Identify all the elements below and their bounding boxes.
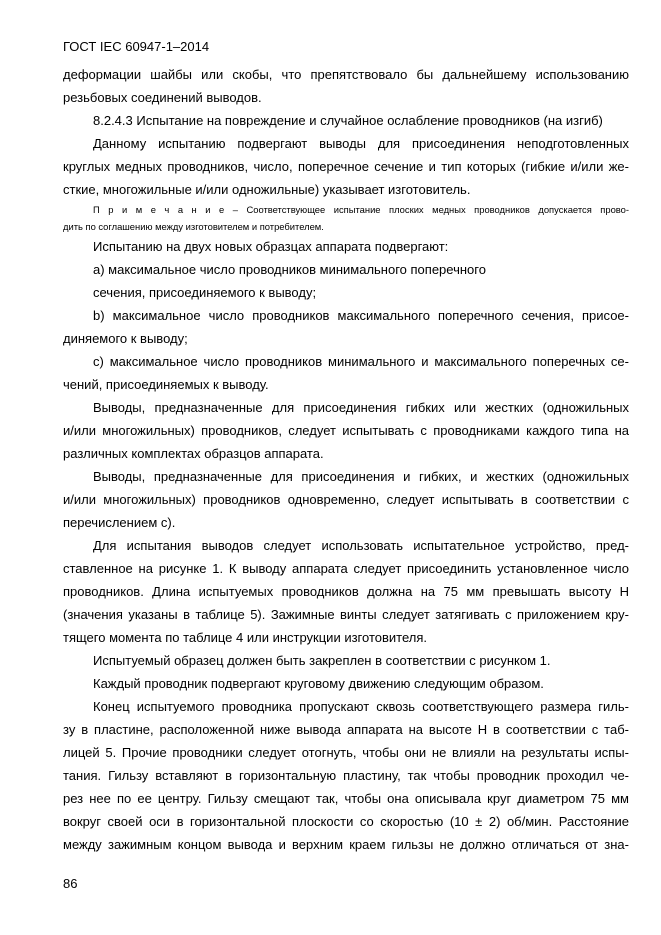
note-line: дить по соглашению между изготовителем и потребителем. (63, 221, 324, 232)
text-line: и/или многожильных) проводников, следует испытывать с проводниками каждого типа на (63, 423, 629, 438)
text-line: вокруг своей оси в горизонтальной плоскости со скоростью (10 ± 2) об/мин. Расстояние (63, 814, 629, 829)
text-line: Выводы, предназначенные для присоединения гибких или жестких (одножильных (93, 400, 629, 415)
text-line: Конец испытуемого проводника пропускают сквозь соответствующего размера гиль- (93, 699, 629, 714)
list-item-b: b) максимальное число проводников максимального поперечного сечения, присое- (93, 308, 629, 323)
text-line: сткие, многожильные и/или одножильные) указывает изготовитель. (63, 182, 471, 197)
text-line: зу в пластине, расположенной ниже вывода аппарата на высоте H в соответствии с таб- (63, 722, 629, 737)
text-line: деформации шайбы или скобы, что препятствовало бы дальнейшему использованию (63, 67, 629, 82)
page-number: 86 (63, 876, 78, 891)
text-line: между зажимным концом вывода и верхним краем гильзы не должно отличаться от зна- (63, 837, 629, 852)
text-line: различных комплектах образцов аппарата. (63, 446, 324, 461)
text-line: перечислением c). (63, 515, 176, 530)
section-heading: 8.2.4.3 Испытание на повреждение и случайное ослабление проводников (на изгиб) (93, 113, 603, 128)
list-item-a: a) максимальное число проводников минимального поперечного (93, 262, 486, 277)
text-line: чений, присоединяемых к выводу. (63, 377, 269, 392)
text-line: тящего момента по таблице 4 или инструкции изготовителя. (63, 630, 427, 645)
text-line: Испытанию на двух новых образцах аппарата подвергают: (93, 239, 449, 254)
text-line: Для испытания выводов следует использовать испытательное устройство, пред- (93, 538, 629, 553)
list-item-c: c) максимальное число проводников минимального и максимального поперечных се- (93, 354, 629, 369)
text-line: Каждый проводник подвергают круговому движению следующим образом. (93, 676, 544, 691)
text-line: диняемого к выводу; (63, 331, 188, 346)
text-line: сечения, присоединяемого к выводу; (93, 285, 317, 300)
text-line: круглых медных проводников, число, поперечное сечение и тип которых (гибкие и/или же- (63, 159, 629, 174)
text-line: лицей 5. Прочие проводники следует отогнуть, чтобы они не влияли на результаты испы- (63, 745, 629, 760)
text-line: (значения указаны в таблице 5). Зажимные винты следует затягивать с приложением кру- (63, 607, 629, 622)
document-body (63, 63, 629, 856)
text-line: ставленное на рисунке 1. К выводу аппарата следует присоединить установленное число (63, 561, 629, 576)
document-header: ГОСТ IEC 60947-1–2014 (63, 39, 210, 54)
text-line: проводников. Длина испытуемых проводников должна на 75 мм превышать высоту H (63, 584, 629, 599)
text-line: рез нее по ее центру. Гильзу смещают так, чтобы она описывала круг диаметром 75 мм (63, 791, 629, 806)
text-line: и/или многожильных) проводников одновременно, следует испытывать в соответствии с (63, 492, 629, 507)
note-line: П р и м е ч а н и е – Соответствующее испытание плоских медных проводников допускается прово- (93, 204, 629, 215)
text-line: резьбовых соединений выводов. (63, 90, 262, 105)
text-line: Данному испытанию подвергают выводы для присоединения неподготовленных (93, 136, 629, 151)
text-line: тания. Гильзу вставляют в горизонтальную пластину, так чтобы проводник проходил че- (63, 768, 629, 783)
text-line: Выводы, предназначенные для присоединения и гибких, и жестких (одножильных (93, 469, 629, 484)
text-line: Испытуемый образец должен быть закреплен в соответствии с рисунком 1. (93, 653, 551, 668)
